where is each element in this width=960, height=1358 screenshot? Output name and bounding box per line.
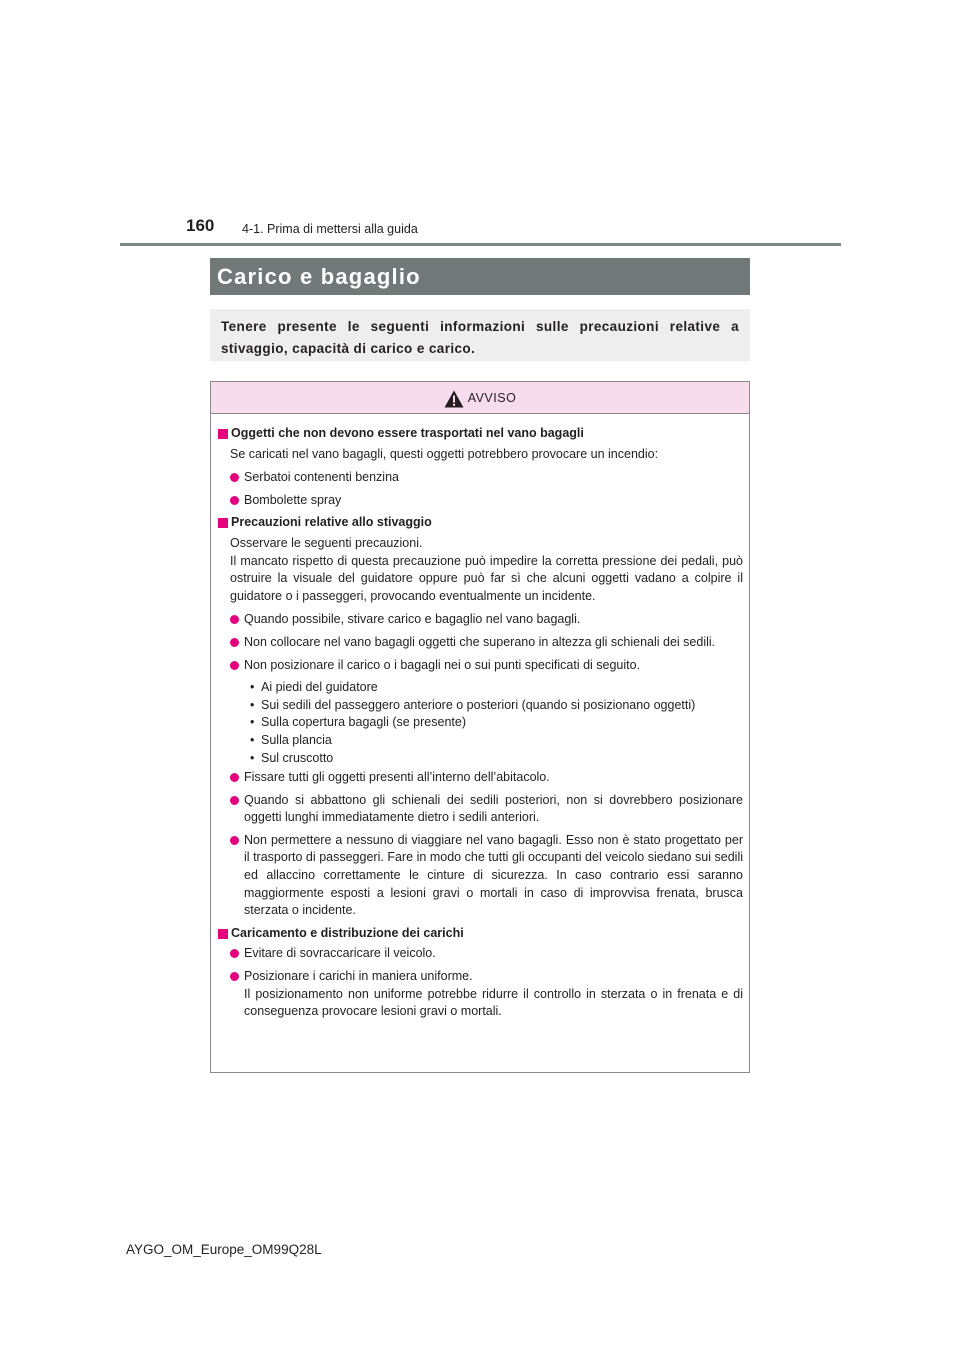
list-item (218, 634, 743, 652)
sub-list-item: • Ai piedi del guidatore (250, 679, 743, 697)
sub-list-item-text: Sul cruscotto (261, 750, 334, 765)
list-item-text: Serbatoi contenenti benzina (244, 470, 399, 485)
square-bullet-icon (218, 929, 228, 939)
list-item (218, 769, 743, 787)
list-item (218, 611, 743, 629)
list-item (218, 469, 743, 487)
paragraph: Osservare le seguenti precauzioni. (230, 535, 423, 550)
section-heading-text: Oggetti che non devono essere trasportati nel vano bagagli (231, 426, 584, 440)
header-divider (120, 243, 841, 246)
list-item-text: Fissare tutti gli oggetti presenti all’interno dell’abitacolo. (244, 770, 550, 785)
circle-bullet-icon (230, 972, 239, 981)
list-item (218, 492, 743, 510)
intro-box (210, 309, 750, 361)
list-item (218, 792, 743, 827)
list-item-text: Bombolette spray (244, 492, 342, 507)
warning-triangle-icon (444, 390, 464, 408)
square-bullet-icon (218, 518, 228, 528)
title-bar (210, 258, 750, 295)
sub-list-item: • Sul cruscotto (250, 750, 743, 768)
sub-list-item-text: Sulla copertura bagagli (se presente) (261, 715, 466, 730)
circle-bullet-icon (230, 615, 239, 624)
sub-list-item-text: Sulla plancia (261, 732, 332, 747)
warning-body (211, 414, 749, 1021)
list-item-text: Non posizionare il carico o i bagagli nei o sui punti specificati di seguito. (244, 657, 641, 672)
paragraph: Il mancato rispetto di questa precauzione può impedire la corretta pressione dei pedali, può ostruire la visuale del guidatore oppure può far sì che alcuni oggetti vadano a colpire il guidatore o i passeggeri, provocando eventualmente un incidente. (230, 553, 743, 603)
intro-text: Tenere presente le seguenti informazioni sulle precauzioni relative a stivaggio, capacità di carico e carico. (221, 319, 739, 356)
sub-list-item: • Sui sedili del passeggero anteriore o posteriori (quando si posizionano oggetti) (250, 697, 743, 715)
section-heading (218, 425, 743, 443)
list-item (218, 832, 743, 920)
paragraph: Il posizionamento non uniforme potrebbe ridurre il controllo in sterzata o in frenata e di conseguenza provocare lesioni gravi o mortali. (244, 986, 743, 1019)
sub-list (250, 679, 743, 767)
paragraph: Se caricati nel vano bagagli, questi oggetti potrebbero provocare un incendio: (230, 446, 659, 461)
circle-bullet-icon (230, 836, 239, 845)
warning-box (210, 381, 750, 1073)
page-title: Carico e bagaglio (217, 263, 421, 289)
section-heading (218, 514, 743, 532)
list-item (218, 968, 743, 986)
circle-bullet-icon (230, 796, 239, 805)
list-item-text: Quando si abbattono gli schienali dei sedili posteriori, non si dovrebbero posizionare oggetti lunghi immediatamente dietro i sedili anteriori. (244, 792, 743, 825)
section-heading-text: Precauzioni relative allo stivaggio (231, 515, 432, 530)
footer-document-code: AYGO_OM_Europe_OM99Q28L (126, 1242, 322, 1257)
square-bullet-icon (218, 429, 228, 439)
list-item (218, 945, 743, 963)
circle-bullet-icon (230, 473, 239, 482)
section-heading (218, 925, 743, 943)
section-reference: 4-1. Prima di mettersi alla guida (242, 222, 418, 236)
list-item-text: Non collocare nel vano bagagli oggetti che superano in altezza gli schienali dei sedili. (244, 634, 716, 649)
list-item-text: Posizionare i carichi in maniera uniforme. (244, 969, 473, 984)
sub-list-item-text: Ai piedi del guidatore (261, 680, 378, 695)
page-number: 160 (186, 216, 215, 235)
list-item-text: Quando possibile, stivare carico e bagaglio nel vano bagagli. (244, 612, 581, 627)
circle-bullet-icon (230, 496, 239, 505)
circle-bullet-icon (230, 661, 239, 670)
sub-list-item: • Sulla copertura bagagli (se presente) (250, 714, 743, 732)
list-item-text: Evitare di sovraccaricare il veicolo. (244, 946, 436, 961)
list-item-text: Non permettere a nessuno di viaggiare nel vano bagagli. Esso non è stato progettato per il trasporto di passeggeri. Fare in modo che tutti gli occupanti del veicolo siedano sui sedili ed allaccino correttamente le cinture di sicurezza. In caso contrario essi saranno maggiormente esposti a lesioni gravi o mortali in caso di improvvisa frenata, brusca sterzata o incidente. (244, 832, 743, 918)
circle-bullet-icon (230, 949, 239, 958)
sub-list-item-text: Sui sedili del passeggero anteriore o posteriori (quando si posizionano oggetti) (261, 697, 696, 712)
section-heading-text: Caricamento e distribuzione dei carichi (231, 925, 464, 940)
circle-bullet-icon (230, 773, 239, 782)
list-item (218, 657, 743, 675)
warning-header (211, 382, 749, 414)
sub-list-item: • Sulla plancia (250, 732, 743, 750)
warning-label: AVVISO (467, 390, 517, 405)
circle-bullet-icon (230, 638, 239, 647)
